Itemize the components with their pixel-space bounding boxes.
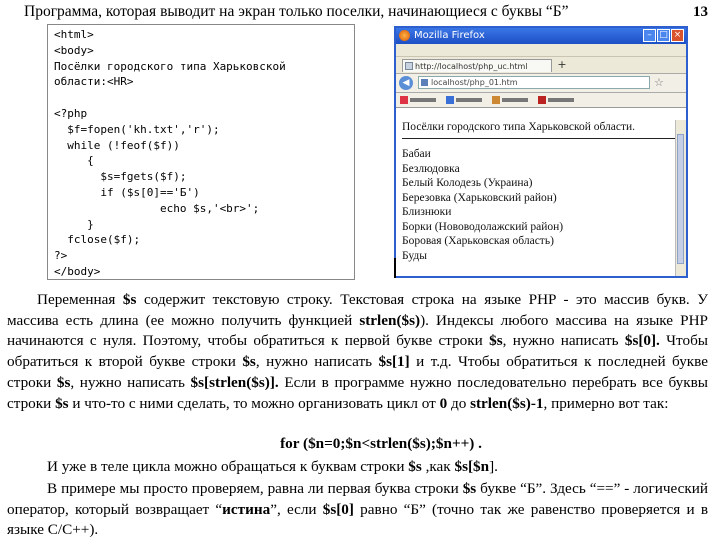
code-line: Посёлки городского типа Харьковской (54, 59, 286, 73)
browser-page-heading: Посёлки городского типа Харьковской области. (402, 121, 636, 133)
text-run: , примерно вот так: (543, 394, 669, 412)
bookmark-icon (492, 96, 500, 104)
bold-text-run: $s (122, 291, 137, 308)
browser-window-title: Mozilla Firefox (414, 30, 485, 41)
bold-text-run: strlen($s) (359, 311, 421, 329)
star-icon: ☆ (654, 76, 664, 89)
browser-tab-label: http://localhost/php_uc.html (415, 62, 528, 71)
bookmarks-bar (396, 93, 686, 108)
back-arrow-icon: ◀ (399, 76, 413, 90)
browser-menubar (396, 44, 686, 57)
text-run: В примере мы просто проверяем, равна ли первая буква строки (47, 480, 463, 497)
site-icon (421, 79, 428, 86)
settlement-list-item: Близнюки (402, 206, 452, 218)
text-run: , нужно написать (255, 353, 379, 371)
paragraph-example-check (7, 479, 708, 541)
code-line: области:<HR> (54, 75, 134, 89)
text-run: ”, если (270, 500, 323, 518)
text-run: , нужно написать (70, 373, 191, 391)
code-line: $s=fgets($f); (54, 170, 187, 184)
text-run: содержит текстовую строку. Текстовая строка на языке PHP - это массив букв. У массива есть длина (ее можно получить функцией (7, 291, 708, 329)
code-line: <?php (54, 106, 88, 120)
bookmark-item (400, 96, 436, 104)
bold-text-run: $s[strlen($s)]. (190, 373, 279, 391)
settlement-list-item: Березовка (Харьковский район) (402, 191, 557, 204)
bold-text-run: истина (222, 500, 271, 518)
bold-text-run: $s[1] (378, 353, 410, 371)
text-run: И уже в теле цикла можно обращаться к буквам строки (47, 458, 409, 475)
paragraph-string-explanation (7, 290, 708, 414)
minimize-icon: – (643, 29, 656, 42)
code-line: <body> (54, 43, 94, 57)
browser-tab (402, 59, 552, 72)
code-listing (47, 24, 355, 280)
browser-tab-row (396, 57, 686, 74)
bookmark-icon (400, 96, 408, 104)
text-run: и что-то с ними сделать, то можно организовать цикл от (68, 394, 440, 412)
bold-text-run: $s (55, 394, 69, 412)
text-run: ). Индексы любого массива на языке PHP начинаются с нуля. Поэтому, чтобы обратиться к первой букве строки (7, 311, 708, 350)
settlement-list-item: Борки (Нововодолажский район) (402, 220, 564, 233)
code-line: ?> (54, 249, 68, 263)
text-run: Чтобы обратиться к второй букве строки (7, 332, 709, 371)
paragraph-loop-body (7, 457, 708, 478)
bold-text-run: $s (56, 373, 71, 391)
page-title: Программа, которая выводит на экран только поселки, начинающиеся с буквы “Б” (24, 3, 569, 20)
maximize-icon: □ (657, 29, 670, 42)
bold-text-run: strlen($s)-1 (470, 394, 544, 412)
horizontal-rule (402, 138, 678, 139)
text-run: Переменная (37, 291, 123, 308)
close-icon: × (671, 29, 684, 42)
bookmark-item (492, 96, 528, 104)
settlement-list-item: Боровая (Харьковская область) (402, 235, 554, 247)
bold-text-run: $s[0] (322, 500, 354, 518)
new-tab-icon: + (557, 58, 567, 71)
bold-text-run: $s[0]. (624, 332, 660, 350)
browser-window-screenshot (394, 26, 688, 278)
text-run: и т.д. Чтобы обратиться к последней букве строки (7, 353, 708, 391)
bold-text-run: $s (408, 458, 422, 475)
firefox-icon (399, 30, 410, 41)
browser-page-content (396, 120, 686, 276)
page-number: 13 (693, 4, 708, 20)
bookmark-icon (446, 96, 454, 104)
text-run: Если в программе нужно последовательно перебрать все буквы строки (7, 373, 708, 412)
bold-text-run: $s (242, 353, 256, 371)
code-line: { (54, 154, 94, 168)
code-line: </body> (54, 264, 101, 278)
browser-titlebar (396, 28, 686, 44)
code-line: echo $s,'<br>'; (54, 201, 260, 215)
browser-scrollbar (675, 120, 686, 276)
settlement-list-item: Бабаи (402, 148, 431, 160)
bookmark-icon (538, 96, 546, 104)
code-line: while (!feof($f)) (54, 138, 180, 152)
code-line: $f=fopen('kh.txt','r'); (54, 122, 220, 136)
text-run: , нужно написать (502, 332, 625, 350)
page-icon (405, 62, 413, 70)
code-line (54, 90, 354, 106)
bookmark-item (538, 96, 574, 104)
code-line: <html> (54, 28, 94, 41)
text-run: до (447, 394, 471, 412)
text-run: равно “Б” (точно так же равенство проверяется и в языке С/С++). (7, 500, 708, 539)
browser-navbar (396, 74, 686, 93)
bold-text-run: $s[$n (454, 458, 490, 475)
bookmark-item (446, 96, 482, 104)
bold-text-run: $s (462, 480, 477, 497)
settlement-list-item: Буды (402, 249, 427, 262)
code-line: fclose($f); (54, 233, 141, 247)
address-bar (418, 76, 650, 89)
code-line: } (54, 217, 94, 231)
address-bar-url: localhost/php_01.htm (431, 78, 518, 87)
for-loop-example: for ($n=0;$n<strlen($s);$n++) . (280, 435, 482, 452)
bold-text-run: $s (489, 332, 503, 350)
text-run: ,как (421, 458, 455, 475)
code-line: if ($s[0]=='Б') (54, 185, 200, 199)
bold-text-run: 0 (439, 394, 448, 412)
text-run: букве “Б”. Здесь “==” - логический оператор, который возвращает “ (7, 480, 708, 518)
settlement-list-item: Безлюдовка (402, 162, 460, 175)
text-run: ]. (489, 458, 498, 475)
settlement-list-item: Белый Колодезь (Украина) (402, 177, 533, 189)
